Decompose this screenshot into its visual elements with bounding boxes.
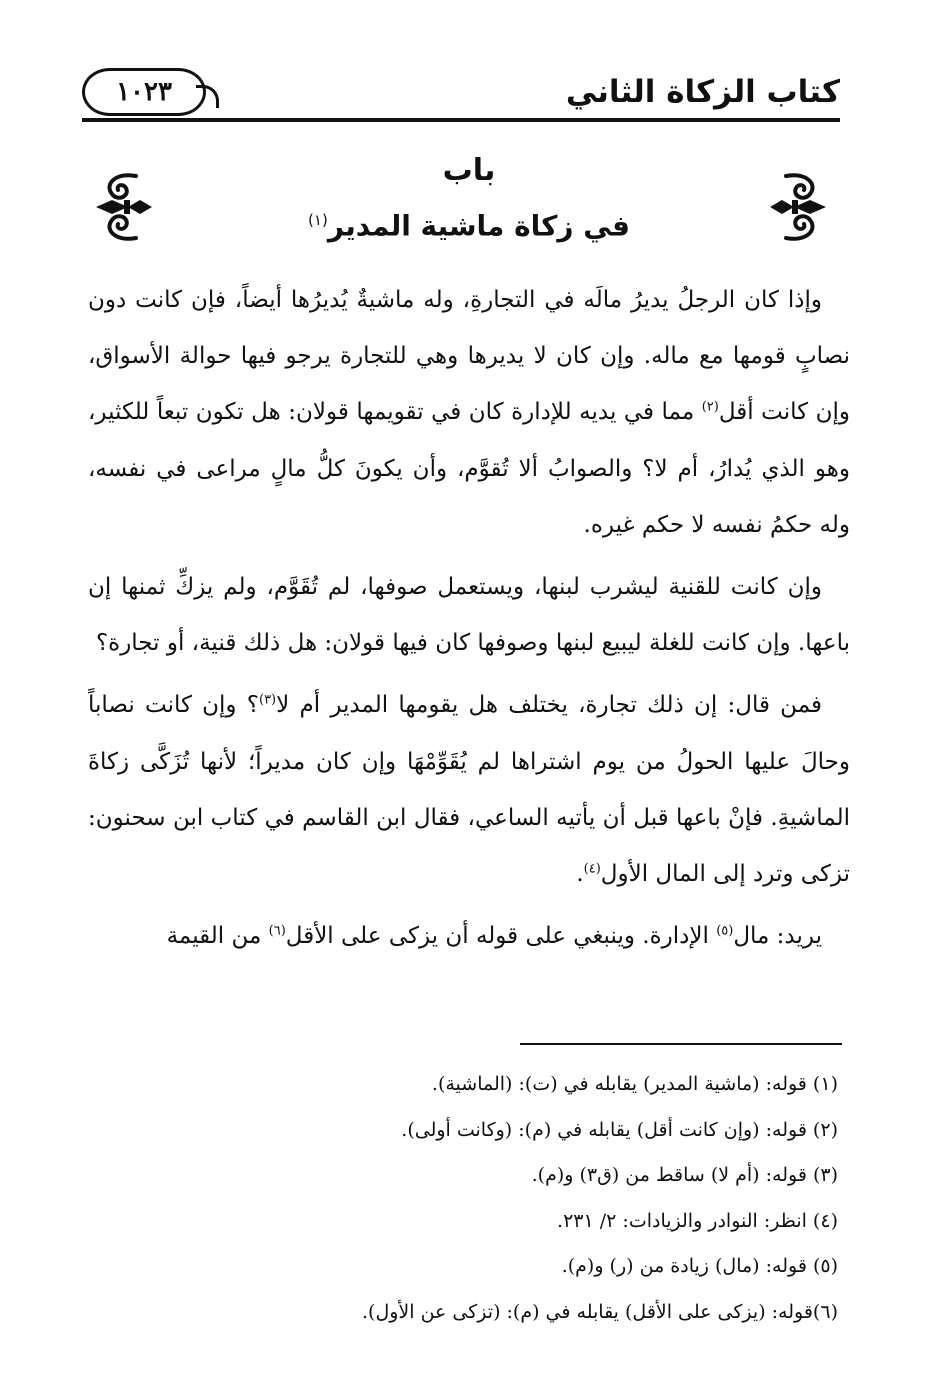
footnote-ref-1: (١) <box>308 211 328 229</box>
paragraph-3 <box>88 677 850 902</box>
chapter-heading <box>200 148 738 252</box>
paragraph-1-rest: مما في يديه للإدارة كان في تقويمها قولان: هل تكون تبعاً للكثير، وهو الذي يُدارُ، أم لا؟ والصوابُ ألا تُقوَّم، وأن يكونَ كلُّ مالٍ مراعى في نفسه، وله حكمُ نفسه لا حكم غيره. <box>88 399 850 538</box>
page-number-frame <box>82 68 206 116</box>
footnote-ref-6: (٦) <box>268 923 286 939</box>
right-ornament-icon <box>766 170 830 244</box>
footnote-separator <box>520 1043 842 1045</box>
paragraph-1-text: وإذا كان الرجلُ يديرُ مالَه في التجارةِ، وله ماشيةٌ يُديرُها أيضاً، فإن كانت دون نصابٍ قومها مع ماله. وإن كان لا يديرها وهي للتجارة يرجو فيها حوالة الأسواق، وإن كانت أقل <box>88 287 850 426</box>
footnote-3: (٣) قوله: (أم لا) ساقط من (ق٣) و(م). <box>531 1164 838 1186</box>
paragraph-4-b: الإدارة. وينبغي على قوله أن يزكى على الأقل <box>285 923 717 950</box>
footnote-2: (٢) قوله: (وإن كانت أقل) يقابله في (م): (وكانت أولى). <box>401 1118 838 1141</box>
paragraph-2: وإن كانت للقنية ليشرب لبنها، ويستعمل صوفها، لم تُقَوَّم، ولم يزكِّ ثمنها إن باعها. وإن كانت للغلة ليبيع لبنها وصوفها كان فيها قولان: هل ذلك قنية، أو تجارة؟ <box>88 574 850 657</box>
chapter-subtitle <box>200 194 738 252</box>
footnote-4: (٤) انظر: النوادر والزيادات: ٢/ ٢٣١. <box>557 1209 838 1232</box>
paragraph-3-mid: ؟ وإن كانت نصاباً وحالَ عليها الحولُ من يوم اشتراها لم يُقَوِّمْهَا وإن كان مديراً؛ لأنها تُزَكَّى زكاةَ الماشيةِ. فإنْ باعها قبل أن يأتيه الساعي، فقال ابن القاسم في كتاب ابن سحنون: تزكى وترد إلى المال الأول <box>88 692 850 888</box>
footnote-5: (٥) قوله: (مال) زيادة من (ر) و(م). <box>561 1255 838 1277</box>
page-header <box>82 62 840 126</box>
paragraph-4 <box>88 908 850 964</box>
paragraph-3-end: . <box>576 861 584 888</box>
left-ornament-icon <box>92 170 156 244</box>
chapter-title: باب <box>442 153 496 188</box>
header-rule <box>82 118 840 122</box>
paragraph-1 <box>88 272 850 553</box>
footnote-ref-3: (٣) <box>258 692 277 708</box>
body-text <box>88 272 850 970</box>
paragraph-4-a: يريد: مال <box>733 923 822 950</box>
footnote-ref-5: (٥) <box>716 923 734 939</box>
book-title: كتاب الزكاة الثاني <box>565 74 840 110</box>
footnote-ref-2: (٢) <box>701 399 719 415</box>
paragraph-4-c: من القيمة <box>166 923 269 950</box>
footnotes <box>88 1062 838 1335</box>
footnote-6: (٦)قوله: (يزكى على الأقل) يقابله في (م): (تزكى عن الأول). <box>362 1300 838 1323</box>
footnote-1: (١) قوله: (ماشية المدير) يقابله في (ت): (الماشية). <box>431 1073 838 1095</box>
paragraph-3-text: فمن قال: إن ذلك تجارة، يختلف هل يقومها المدير أم لا <box>276 692 822 719</box>
chapter-subtitle-text: في زكاة ماشية المدير <box>327 209 630 243</box>
footnote-ref-4: (٤) <box>583 861 601 877</box>
page-number: ١٠٢٣ <box>116 77 172 107</box>
